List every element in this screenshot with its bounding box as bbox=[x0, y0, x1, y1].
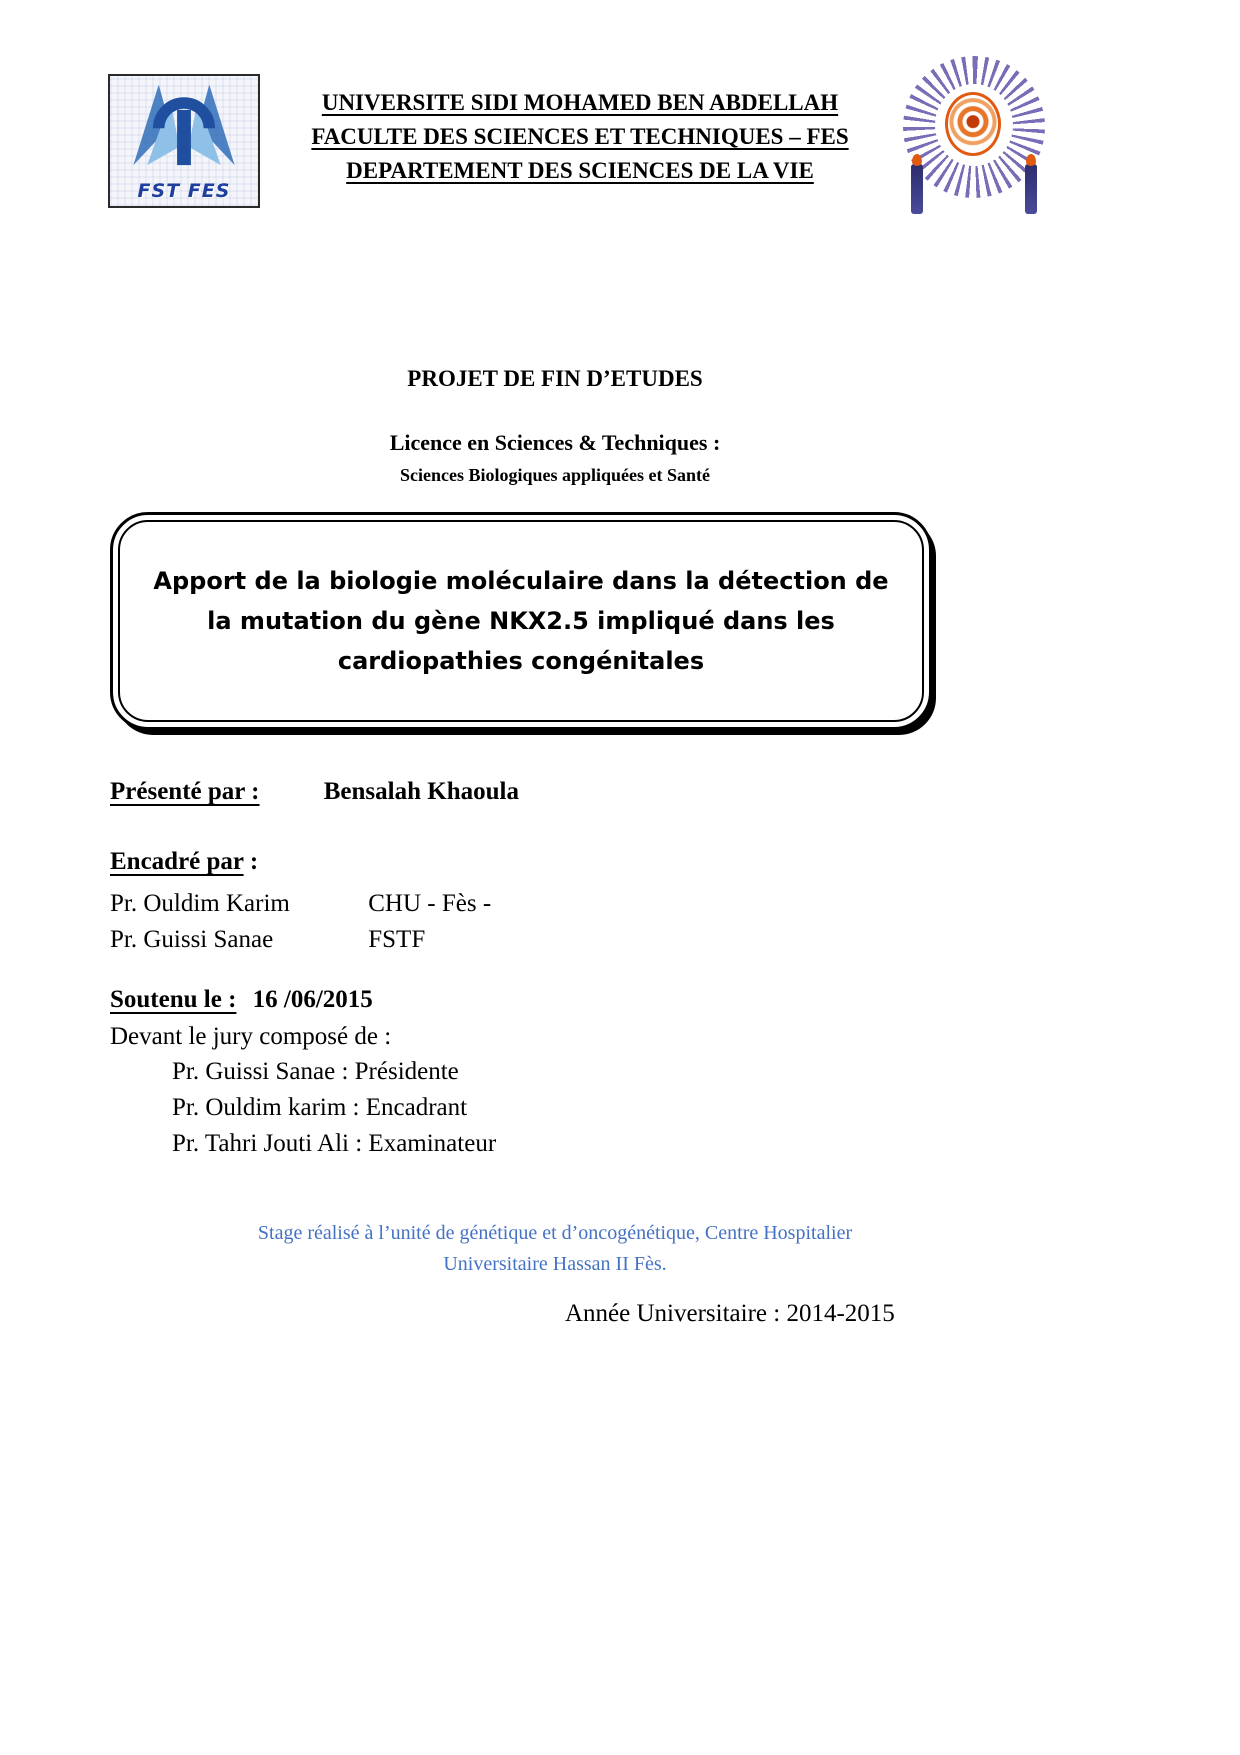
jury-item: Pr. Guissi Sanae : Présidente bbox=[172, 1058, 459, 1085]
internship-line-2: Universitaire Hassan II Fès. bbox=[443, 1253, 667, 1275]
supervised-colon: : bbox=[243, 848, 259, 875]
thesis-title-line-2: la mutation du gène NKX2.5 impliqué dans les bbox=[207, 607, 835, 635]
supervised-label: Encadré par bbox=[110, 848, 244, 875]
supervisor-affiliation: FSTF bbox=[368, 926, 426, 953]
supervisor-row bbox=[110, 890, 491, 918]
seal-torch-left-icon bbox=[911, 164, 923, 214]
thesis-title-box-inner bbox=[118, 520, 924, 722]
thesis-title-line-1: Apport de la biologie moléculaire dans la détection de bbox=[153, 567, 889, 595]
project-type-title: PROJET DE FIN D’ETUDES bbox=[407, 366, 703, 391]
supervisor-name: Pr. Ouldim Karim bbox=[110, 890, 290, 917]
seal-torch-right-icon bbox=[1025, 164, 1037, 214]
presented-name: Bensalah Khaoula bbox=[323, 778, 519, 805]
defense-date-label: Soutenu le : bbox=[110, 986, 237, 1013]
faculty-line: FACULTE DES SCIENCES ET TECHNIQUES – FES bbox=[311, 124, 849, 149]
internship-line-1: Stage réalisé à l’unité de génétique et d’oncogénétique, Centre Hospitalier bbox=[257, 1222, 853, 1244]
usmba-seal-logo bbox=[903, 56, 1045, 214]
university-line: UNIVERSITE SIDI MOHAMED BEN ABDELLAH bbox=[321, 90, 839, 115]
supervisor-name: Pr. Guissi Sanae bbox=[110, 926, 274, 953]
jury-item: Pr. Ouldim karim : Encadrant bbox=[172, 1094, 468, 1121]
presented-label: Présenté par : bbox=[110, 778, 260, 805]
degree-line: Licence en Sciences & Techniques : bbox=[389, 430, 721, 455]
fst-fes-logo bbox=[108, 74, 260, 208]
academic-year: Année Universitaire : 2014-2015 bbox=[565, 1300, 895, 1327]
supervised-row bbox=[110, 848, 258, 876]
specialty-line: Sciences Biologiques appliquées et Santé bbox=[399, 465, 711, 485]
defense-date: 16 /06/2015 bbox=[252, 986, 373, 1013]
thesis-title-box bbox=[110, 512, 932, 730]
department-line: DEPARTEMENT DES SCIENCES DE LA VIE bbox=[346, 158, 814, 183]
presented-row bbox=[110, 778, 519, 806]
defense-row bbox=[110, 986, 373, 1014]
institution-header bbox=[250, 86, 910, 188]
seal-ornament-icon bbox=[945, 92, 1001, 156]
supervisor-affiliation: CHU - Fès - bbox=[368, 890, 492, 917]
internship-note bbox=[0, 1218, 1110, 1280]
jury-item: Pr. Tahri Jouti Ali : Examinateur bbox=[172, 1130, 497, 1157]
supervisor-row bbox=[110, 926, 425, 954]
fst-fes-logo-caption: FST FES bbox=[137, 180, 231, 202]
jury-list bbox=[172, 1054, 496, 1162]
jury-intro: Devant le jury composé de : bbox=[110, 1023, 392, 1050]
fst-fes-emblem-icon bbox=[125, 80, 243, 172]
thesis-title-line-3: cardiopathies congénitales bbox=[337, 647, 705, 675]
